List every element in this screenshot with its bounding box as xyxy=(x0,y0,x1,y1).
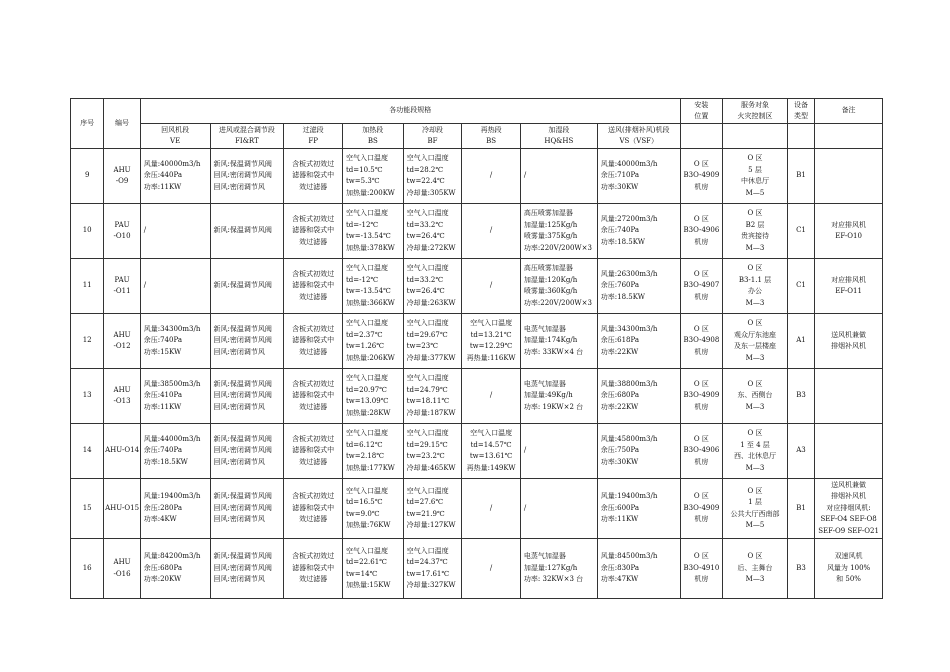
cell-hum: 电蒸气加湿器 加湿量:49Kg/h 功率: 19KW×2 台 xyxy=(520,369,597,424)
remark-sub xyxy=(815,124,883,149)
type-sub xyxy=(787,124,814,149)
cell-fi: 新风:保温调节风阀 回风:密闭调节风阀 回风:密闭调节风 xyxy=(210,149,284,204)
cell-svc: O 区 B3-1.1 层 办公 M—3 xyxy=(723,259,788,314)
cell-remark xyxy=(815,369,883,424)
cell-seq: 12 xyxy=(71,314,104,369)
cell-type: A3 xyxy=(787,424,814,479)
cell-rh: / xyxy=(462,149,521,204)
cell-fp: 含板式初效过 滤器和袋式中 效过滤器 xyxy=(284,149,343,204)
cell-fp: 含板式初效过 滤器和袋式中 效过滤器 xyxy=(284,259,343,314)
section-header-3: 加热段 BS xyxy=(342,124,403,149)
cell-bs: 空气入口温度 td=2.37℃ tw=1.26℃ 加热量:206KW xyxy=(342,314,403,369)
cell-bf: 空气入口温度 td=24.79℃ tw=18.11℃ 冷却量:187KW xyxy=(403,369,462,424)
cell-ve: 风量:84200m3/h 余压:680Pa 功率:20KW xyxy=(140,539,210,599)
section-header-6: 加湿段 HQ&HS xyxy=(520,124,597,149)
cell-vs: 风量:38800m3/h 余压:680Pa 功率:22KW xyxy=(597,369,680,424)
cell-vs: 风量:19400m3/h 余压:600Pa 功率:11KW xyxy=(597,479,680,539)
cell-vs: 风量:40000m3/h 余压:710Pa 功率:30KW xyxy=(597,149,680,204)
cell-bs: 空气入口温度 td=-12℃ tw=-13.54℃ 加热量:378KW xyxy=(342,204,403,259)
table-row xyxy=(71,424,883,479)
cell-code: PAU -O11 xyxy=(104,259,140,314)
cell-hum: / xyxy=(520,149,597,204)
cell-hum: / xyxy=(520,424,597,479)
cell-fi: 新风:保温调节风阀 xyxy=(210,204,284,259)
cell-vs: 风量:45800m3/h 余压:750Pa 功率:30KW xyxy=(597,424,680,479)
table-row xyxy=(71,149,883,204)
header-install: 安装 位置 xyxy=(680,99,722,124)
cell-bs: 空气入口温度 td=10.5℃ tw=5.3℃ 加热量:200KW xyxy=(342,149,403,204)
cell-fp: 含板式初效过 滤器和袋式中 效过滤器 xyxy=(284,314,343,369)
cell-type: C1 xyxy=(787,259,814,314)
cell-rh: / xyxy=(462,369,521,424)
cell-bf: 空气入口温度 td=24.37℃ tw=17.61℃ 冷却量:327KW xyxy=(403,539,462,599)
cell-vs: 风量:34300m3/h 余压:618Pa 功率:22KW xyxy=(597,314,680,369)
cell-bf: 空气入口温度 td=33.2℃ tw=26.4℃ 冷却量:272KW xyxy=(403,204,462,259)
cell-svc: O 区 1 层 公共大厅西南部 M—5 xyxy=(723,479,788,539)
cell-type: B1 xyxy=(787,479,814,539)
cell-code: AHU-O14 xyxy=(104,424,140,479)
cell-loc: O 区 B3O-4909 机房 xyxy=(680,149,722,204)
cell-ve: 风量:40000m3/h 余压:440Pa 功率:11KW xyxy=(140,149,210,204)
cell-ve: 风量:34300m3/h 余压:740Pa 功率:15KW xyxy=(140,314,210,369)
cell-hum: / xyxy=(520,479,597,539)
equipment-spec-table xyxy=(70,98,883,599)
cell-svc: O 区 观众厅东池座 及东一层楼座 M—3 xyxy=(723,314,788,369)
cell-bs: 空气入口温度 td=22.61℃ tw=14℃ 加热量:15KW xyxy=(342,539,403,599)
cell-vs: 风量:84500m3/h 余压:830Pa 功率:47KW xyxy=(597,539,680,599)
install-sub xyxy=(680,124,722,149)
section-header-7: 送风(排烟补风)机段 VS（VSF） xyxy=(597,124,680,149)
cell-loc: O 区 B3O-4906 机房 xyxy=(680,424,722,479)
cell-svc: O 区 1 至 4 层 西、北休息厅 M—3 xyxy=(723,424,788,479)
header-row xyxy=(71,99,883,124)
cell-fi: 新风:保温调节风阀 xyxy=(210,259,284,314)
cell-code: AHU -O16 xyxy=(104,539,140,599)
cell-code: AHU -O9 xyxy=(104,149,140,204)
cell-fi: 新风:保温调节风阀 回风:密闭调节风阀 回风:密闭调节风 xyxy=(210,424,284,479)
header-equip-type: 设备 类型 xyxy=(787,99,814,124)
cell-seq: 15 xyxy=(71,479,104,539)
cell-fp: 含板式初效过 滤器和袋式中 效过滤器 xyxy=(284,204,343,259)
cell-ve: / xyxy=(140,204,210,259)
cell-rh: 空气入口温度 td=14.57℃ tw=13.61℃ 再热量:149KW xyxy=(462,424,521,479)
cell-code: AHU-O15 xyxy=(104,479,140,539)
cell-fp: 含板式初效过 滤器和袋式中 效过滤器 xyxy=(284,424,343,479)
table-row xyxy=(71,369,883,424)
header-service: 服务对象 火灾控制区 xyxy=(723,99,788,124)
cell-loc: O 区 B3O-4909 机房 xyxy=(680,369,722,424)
cell-bf: 空气入口温度 td=29.67℃ tw=23℃ 冷却量:377KW xyxy=(403,314,462,369)
table-row xyxy=(71,204,883,259)
table-row xyxy=(71,259,883,314)
cell-bs: 空气入口温度 td=20.97℃ tw=13.09℃ 加热量:28KW xyxy=(342,369,403,424)
cell-remark: 双速风机 风量为 100% 和 50% xyxy=(815,539,883,599)
cell-rh: / xyxy=(462,539,521,599)
cell-fi: 新风:保温调节风阀 回风:密闭调节风阀 回风:密闭调节风 xyxy=(210,479,284,539)
cell-type: B3 xyxy=(787,539,814,599)
cell-fp: 含板式初效过 滤器和袋式中 效过滤器 xyxy=(284,369,343,424)
table-row xyxy=(71,479,883,539)
cell-fi: 新风:保温调节风阀 回风:密闭调节风阀 回风:密闭调节风 xyxy=(210,369,284,424)
cell-code: AHU -O12 xyxy=(104,314,140,369)
cell-ve: 风量:19400m3/h 余压:280Pa 功率:4KW xyxy=(140,479,210,539)
section-header-5: 再热段 BS xyxy=(462,124,521,149)
cell-ve: 风量:38500m3/h 余压:410Pa 功率:11KW xyxy=(140,369,210,424)
section-header-row xyxy=(71,124,883,149)
cell-code: PAU -O10 xyxy=(104,204,140,259)
section-header-0: 回风机段 VE xyxy=(140,124,210,149)
header-code: 编号 xyxy=(104,99,140,149)
header-spec: 各功能段规格 xyxy=(140,99,680,124)
cell-remark: 对应排风机 EF-O11 xyxy=(815,259,883,314)
cell-bf: 空气入口温度 td=28.2℃ tw=22.4℃ 冷却量:305KW xyxy=(403,149,462,204)
section-header-2: 过滤段 FP xyxy=(284,124,343,149)
cell-loc: O 区 B3O-4910 机房 xyxy=(680,539,722,599)
cell-svc: O 区 后、主舞台 M—3 xyxy=(723,539,788,599)
cell-loc: O 区 B3O-4908 机房 xyxy=(680,314,722,369)
cell-bf: 空气入口温度 td=33.2℃ tw=26.4℃ 冷却量:263KW xyxy=(403,259,462,314)
cell-seq: 14 xyxy=(71,424,104,479)
cell-type: A1 xyxy=(787,314,814,369)
cell-ve: / xyxy=(140,259,210,314)
cell-remark xyxy=(815,149,883,204)
cell-bs: 空气入口温度 td=-12℃ tw=-13.54℃ 加热量:366KW xyxy=(342,259,403,314)
table-row xyxy=(71,539,883,599)
cell-bf: 空气入口温度 td=29.15℃ tw=23.2℃ 冷却量:465KW xyxy=(403,424,462,479)
cell-remark: 送风机兼做 排烟补风机 xyxy=(815,314,883,369)
cell-svc: O 区 东、西侧台 M—3 xyxy=(723,369,788,424)
cell-seq: 13 xyxy=(71,369,104,424)
cell-remark: 送风机兼做 排烟补风机 对应排烟风机: SEF-O4 SEF-O8 SEF-O9 SEF-O21 xyxy=(815,479,883,539)
cell-loc: O 区 B3O-4909 机房 xyxy=(680,479,722,539)
cell-type: C1 xyxy=(787,204,814,259)
table-row xyxy=(71,314,883,369)
cell-seq: 10 xyxy=(71,204,104,259)
cell-hum: 高压喷雾加湿器 加湿量:120Kg/h 喷雾量:360Kg/h 功率:220V/200W×3 xyxy=(520,259,597,314)
cell-bf: 空气入口温度 td=27.6℃ tw=21.9℃ 冷却量:127KW xyxy=(403,479,462,539)
cell-vs: 风量:27200m3/h 余压:740Pa 功率:18.5KW xyxy=(597,204,680,259)
cell-hum: 电蒸气加湿器 加湿量:127Kg/h 功率: 32KW×3 台 xyxy=(520,539,597,599)
cell-seq: 9 xyxy=(71,149,104,204)
cell-rh: / xyxy=(462,204,521,259)
cell-svc: O 区 B2 层 贵宾接待 M—3 xyxy=(723,204,788,259)
cell-loc: O 区 B3O-4906 机房 xyxy=(680,204,722,259)
cell-vs: 风量:26300m3/h 余压:760Pa 功率:18.5KW xyxy=(597,259,680,314)
cell-rh: / xyxy=(462,479,521,539)
cell-fp: 含板式初效过 滤器和袋式中 效过滤器 xyxy=(284,479,343,539)
cell-rh: 空气入口温度 td=13.21℃ tw=12.29℃ 再热量:116KW xyxy=(462,314,521,369)
section-header-4: 冷却段 BF xyxy=(403,124,462,149)
cell-type: B1 xyxy=(787,149,814,204)
cell-seq: 16 xyxy=(71,539,104,599)
cell-fp: 含板式初效过 滤器和袋式中 效过滤器 xyxy=(284,539,343,599)
section-header-1: 进风或混合调节段 FI&RT xyxy=(210,124,284,149)
cell-remark: 对应排风机 EF-O10 xyxy=(815,204,883,259)
cell-ve: 风量:44000m3/h 余压:740Pa 功率:18.5KW xyxy=(140,424,210,479)
service-sub xyxy=(723,124,788,149)
cell-hum: 电蒸气加湿器 加湿量:174Kg/h 功率: 33KW×4 台 xyxy=(520,314,597,369)
cell-svc: O 区 5 层 中休息厅 M—5 xyxy=(723,149,788,204)
header-seq: 序号 xyxy=(71,99,104,149)
cell-loc: O 区 B3O-4907 机房 xyxy=(680,259,722,314)
cell-rh: / xyxy=(462,259,521,314)
cell-bs: 空气入口温度 td=16.5℃ tw=9.0℃ 加热量:76KW xyxy=(342,479,403,539)
cell-seq: 11 xyxy=(71,259,104,314)
cell-fi: 新风:保温调节风阀 回风:密闭调节风阀 回风:密闭调节风 xyxy=(210,314,284,369)
cell-hum: 高压喷雾加湿器 加湿量:125Kg/h 喷雾量:375Kg/h 功率:220V/200W×3 xyxy=(520,204,597,259)
cell-remark xyxy=(815,424,883,479)
cell-type: B3 xyxy=(787,369,814,424)
cell-code: AHU -O13 xyxy=(104,369,140,424)
cell-bs: 空气入口温度 td=6.12℃ tw=2.18℃ 加热量:177KW xyxy=(342,424,403,479)
header-remark: 备注 xyxy=(815,99,883,124)
cell-fi: 新风:保温调节风阀 回风:密闭调节风阀 回风:密闭调节风 xyxy=(210,539,284,599)
